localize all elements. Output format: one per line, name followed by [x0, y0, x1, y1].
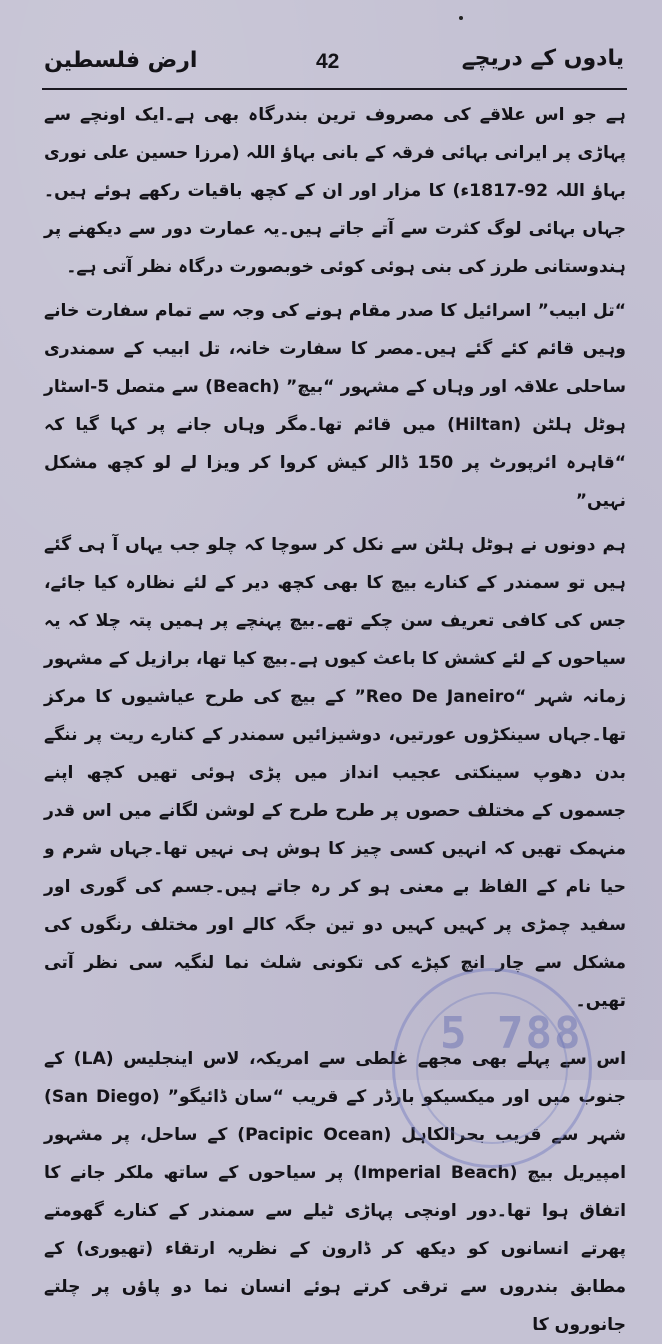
page-number: 42 [316, 50, 340, 73]
page-body [44, 96, 626, 1344]
ink-dot [459, 16, 463, 20]
book-title: یادوں کے دریچے [461, 46, 624, 71]
stamp-number: 5 788 [440, 1008, 583, 1059]
page-header [38, 42, 630, 86]
paragraph-1: ہے جو اس علاقے کی مصروف ترین بندرگاہ بھی ہے۔ایک اونچے سے پہاڑی پر ایرانی بہائی فرقہ کے بانی بہاؤ اللہ (مرزا حسین علی نوری بہاؤ اللہ 92-1817ء) کا مزار اور ان کے کچھ باقیات رکھے ہوئے ہیں۔جہاں بہائی لوگ کثرت سے آتے جاتے ہیں۔یہ عمارت دور سے دیکھنے پر ہندوستانی طرز کی بنی ہوئی کوئی خوبصورت درگاہ نظر آتی ہے۔ [44, 105, 627, 277]
paragraph-3: ہم دونوں نے ہوٹل ہلٹن سے نکل کر سوچا کہ چلو جب یہاں آ ہی گئے ہیں تو سمندر کے کنارے بیچ کا بھی کچھ دیر کے لئے نظارہ کیا جائے، جس کی کافی تعریف سن چکے تھے۔بیچ پہنچے پر ہمیں پتہ چلا کہ یہ سیاحوں کے لئے کشش کا باعث کیوں ہے۔بیچ کیا تھا، برازیل کے مشہور زمانہ شہر “Reo De Janeiro” کے بیچ کی طرح عیاشیوں کا مرکز تھا۔جہاں سینکڑوں عورتیں، دوشیزائیں سمندر کے کنارے ریت پر ننگے بدن دھوپ سینکتی عجیب انداز میں پڑی ہوئی تھیں کچھ اپنے جسموں کے مختلف حصوں پر طرح طرح کے لوشن لگانے میں اس قدر منہمک تھیں کہ انہیں کسی چیز کا ہوش ہی نہیں تھا۔جہاں شرم و حیا نام کے الفاظ بے معنی ہو کر رہ جاتے ہیں۔جسم کی گوری اور سفید چمڑی پر کہیں کہیں دو تین جگہ کالے اور مختلف رنگوں کی مشکل سے چار انچ کپڑے کی تکونی شلث نما لنگیہ سی نظر آتی تھیں۔ [44, 535, 626, 1011]
chapter-title: ارض فلسطین [44, 48, 198, 73]
header-divider [42, 88, 627, 90]
paragraph-2: “تل ابیب” اسرائیل کا صدر مقام ہونے کی وجہ سے تمام سفارت خانے وہیں قائم کئے گئے ہیں۔مصر کا سفارت خانہ، تل ابیب کے سمندری ساحلی علاقہ اور وہاں کے مشہور “بیچ” (Beach) سے متصل 5-اسٹار ہوٹل ہلٹن (Hiltan) میں قائم تھا۔مگر وہاں جانے پر کہا گیا کہ “قاہرہ ائرپورٹ پر 150 ڈالر کیش کروا کر ویزا لے لو کچھ مشکل نہیں” [44, 301, 627, 511]
paragraph-4: اس سے پہلے بھی مجھے غلطی سے امریکہ، لاس اینجلیس (LA) کے جنوب میں اور میکسیکو بارڈر کے قریب “سان ڈائیگو” (San Diego) شہر سے قریب بحرالکاہل (Pacipic Ocean) کے ساحل، پر مشہور امپیریل بیچ (Imperial Beach) پر سیاحوں کے ساتھ ملکر جانے کا اتفاق ہوا تھا۔دور اونچی پہاڑی ٹیلے سے سمندر کے کنارے گھومتے پھرتے انسانوں کو دیکھ کر ڈارون کے نظریہ ارتقاء (تھیوری) کے مطابق بندروں سے ترقی کرتے ہوئے انسان نما دو پاؤں پر چلتے جانوروں کا [44, 1049, 627, 1335]
